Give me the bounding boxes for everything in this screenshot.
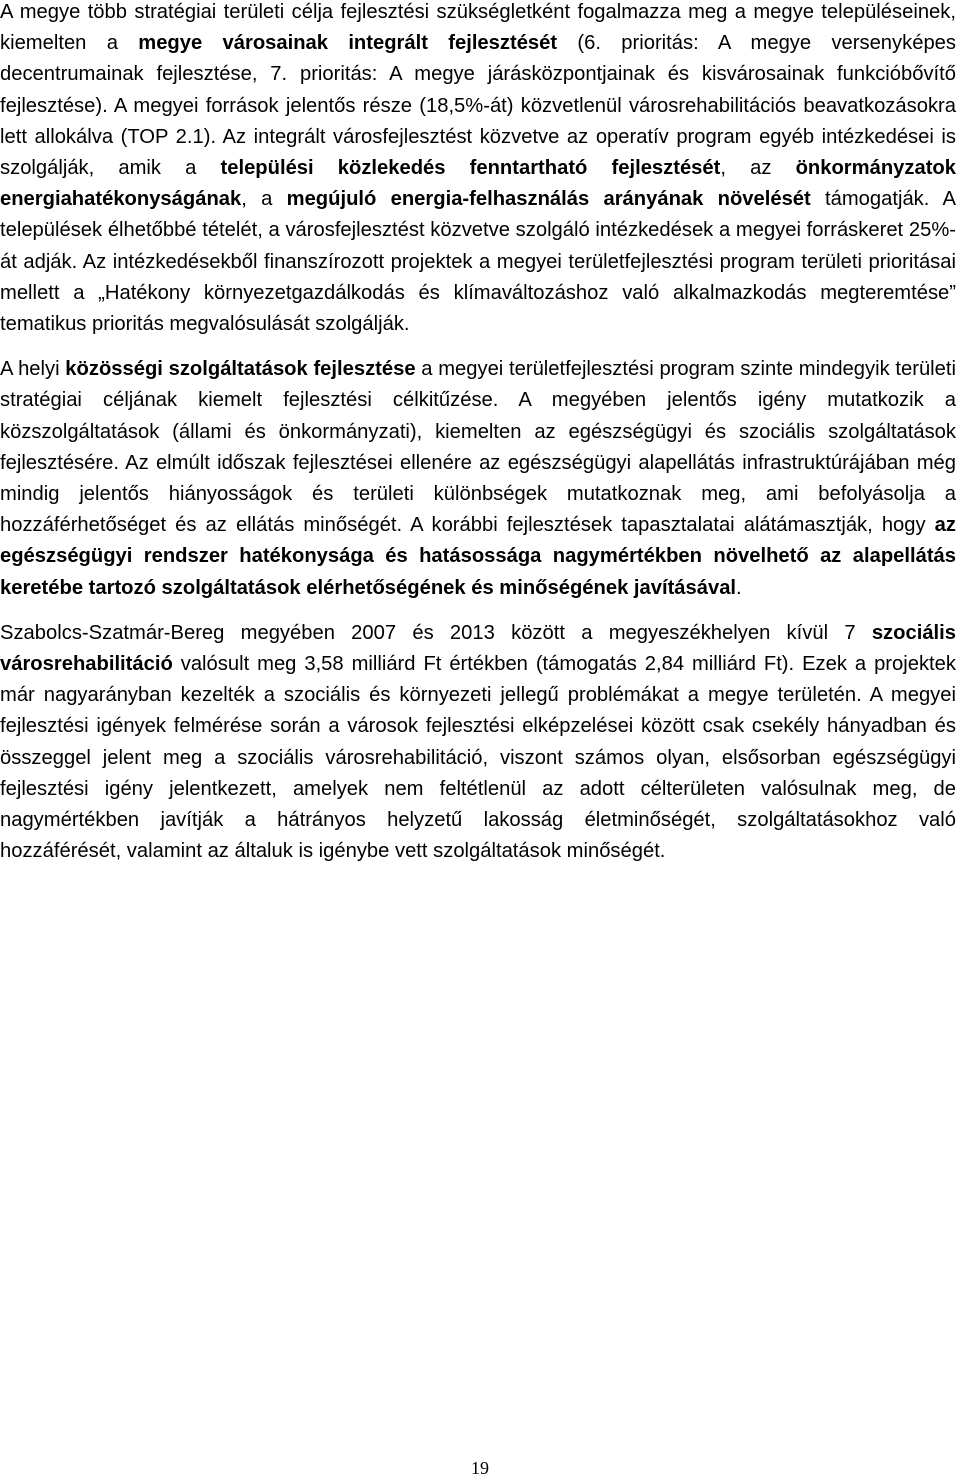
paragraph-community-services [0, 354, 956, 604]
bold-text-run: megye városainak integrált fejlesztését [138, 32, 558, 55]
text-run: A megye több stratégiai területi célja fejlesztési szükségletként fogalmazza meg a megye településeinek, kiemelten a [0, 1, 956, 55]
text-run: , az [720, 157, 796, 180]
text-run: támogatják. A települések élhetőbbé tételét, a városfejlesztést közvetve szolgáló intézkedések a megyei forráskeret 25%-át adják. Az intézkedésekből finanszírozott projektek a megyei területfejlesztési program területi prioritásai mellett a „Hatékony környezetgazdálkodás és klímaváltozáshoz való alkalmazkodás megteremtése” tematikus prioritás megvalósulását szolgálják. [0, 188, 956, 336]
text-run: a megyei területfejlesztési program szinte mindegyik területi stratégiai céljának kiemelt fejlesztési célkitűzése. A megyében jelentős igény mutatkozik a közszolgáltatások (állami és önkormányzati), kiemelten az egészségügyi és szociális szolgáltatások fejlesztésére. Az elmúlt időszak fejlesztései ellenére az egészségügyi alapellátás infrastruktúrájában még mindig jelentős hiányosságok és területi különbségek mutatkoznak meg, ami befolyásolja a hozzáférhetőséget és az ellátás minőségét. A korábbi fejlesztések tapasztalatai alátámasztják, hogy [0, 358, 956, 537]
text-run: Szabolcs-Szatmár-Bereg megyében 2007 és 2013 között a megyeszékhelyen kívül 7 [0, 621, 872, 644]
bold-text-run: települési közlekedés fenntartható fejlesztését [220, 157, 721, 180]
text-run: (6. prioritás: A megye versenyképes decentrumainak fejlesztése, 7. prioritás: A megye járásközpontjainak és kisvárosainak funkcióbővítő fejlesztése). A megyei források jelentős része (18,5%-át) közvetlenül városrehabilitációs beavatkozásokra lett allokálva (TOP 2.1). Az integrált városfejlesztést közvetve az operatív program egyéb intézkedései is szolgálják, amik a [0, 32, 956, 180]
bold-text-run: az egészségügyi rendszer hatékonysága és hatásossága nagymértékben növelhető az alapellátás keretébe tartozó szolgáltatások elérhetőségének és minőségének javításával [0, 514, 956, 599]
page-number: 19 [471, 1458, 489, 1478]
paragraph-social-rehabilitation [0, 618, 956, 868]
bold-text-run: közösségi szolgáltatások fejlesztése [65, 358, 416, 381]
bold-text-run: megújuló energia-felhasználás arányának növelését [286, 188, 811, 211]
text-run: , a [241, 188, 287, 211]
text-run: . [736, 576, 742, 599]
text-run: A helyi [0, 358, 66, 381]
text-run: valósult meg 3,58 milliárd Ft értékben (támogatás 2,84 milliárd Ft). Ezek a projektek már nagyarányban kezelték a szociális és környezeti jellegű problémákat a megye területén. A megyei fejlesztési igények felmérése során a városok fejlesztési elképzelései között csak csekély hányadban és összeggel jelent meg a szociális városrehabilitáció, viszont számos olyan, elsősorban egészségügyi fejlesztési igény jelentkezett, amelyek nem feltétlenül az adott célterületen valósulnak meg, de nagymértékben javítják a hátrányos helyzetű lakosság életminőségét, szolgáltatásokhoz való hozzáférését, valamint az általuk is igénybe vett szolgáltatások minőségét. [0, 653, 956, 863]
bold-text-run: szociális városrehabilitáció [0, 621, 956, 676]
bold-text-run: önkormányzatok energiahatékonyságának [0, 157, 956, 211]
paragraph-urban-development [0, 0, 956, 340]
